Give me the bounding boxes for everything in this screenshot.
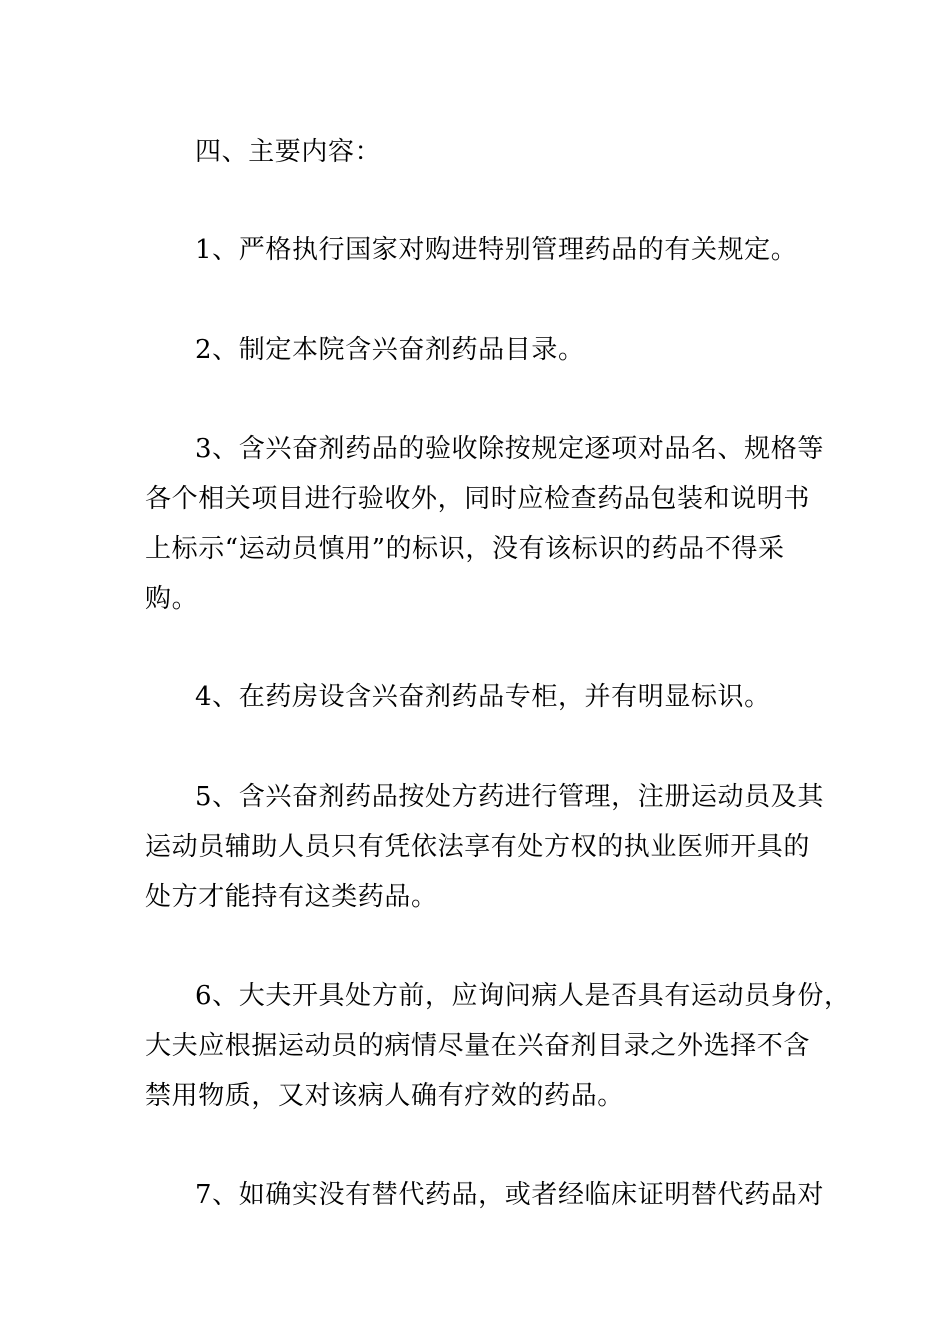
paragraph-1-line-1: 1、严格执行国家对购进特别管理药品的有关规定。: [195, 235, 798, 265]
paragraph-7-line-1: 7、如确实没有替代药品，或者经临床证明替代药品对: [195, 1180, 824, 1210]
paragraph-6-line-1: 6、大夫开具处方前，应询问病人是否具有运动员身份，: [195, 981, 851, 1011]
paragraph-5-line-2: 运动员辅助人员只有凭依法享有处方权的执业医师开具的: [145, 832, 811, 862]
paragraph-3-line-2: 各个相关项目进行验收外，同时应检查药品包装和说明书: [145, 484, 811, 514]
paragraph-3-line-1: 3、含兴奋剂药品的验收除按规定逐项对品名、规格等: [195, 434, 824, 464]
section-heading: 四、主要内容：: [195, 137, 382, 167]
paragraph-3-line-4: 购。: [145, 584, 199, 614]
paragraph-4-line-1: 4、在药房设含兴奋剂药品专柜，并有明显标识。: [195, 682, 771, 712]
paragraph-5-line-3: 处方才能持有这类药品。: [145, 882, 438, 912]
paragraph-5-line-1: 5、含兴奋剂药品按处方药进行管理，注册运动员及其: [195, 782, 824, 812]
paragraph-2-line-1: 2、制定本院含兴奋剂药品目录。: [195, 335, 585, 365]
paragraph-6-line-2: 大夫应根据运动员的病情尽量在兴奋剂目录之外选择不含: [145, 1031, 811, 1061]
paragraph-6-line-3: 禁用物质，又对该病人确有疗效的药品。: [145, 1081, 624, 1111]
paragraph-3-line-3: 上标示“运动员慎用”的标识，没有该标识的药品不得采: [145, 534, 785, 564]
